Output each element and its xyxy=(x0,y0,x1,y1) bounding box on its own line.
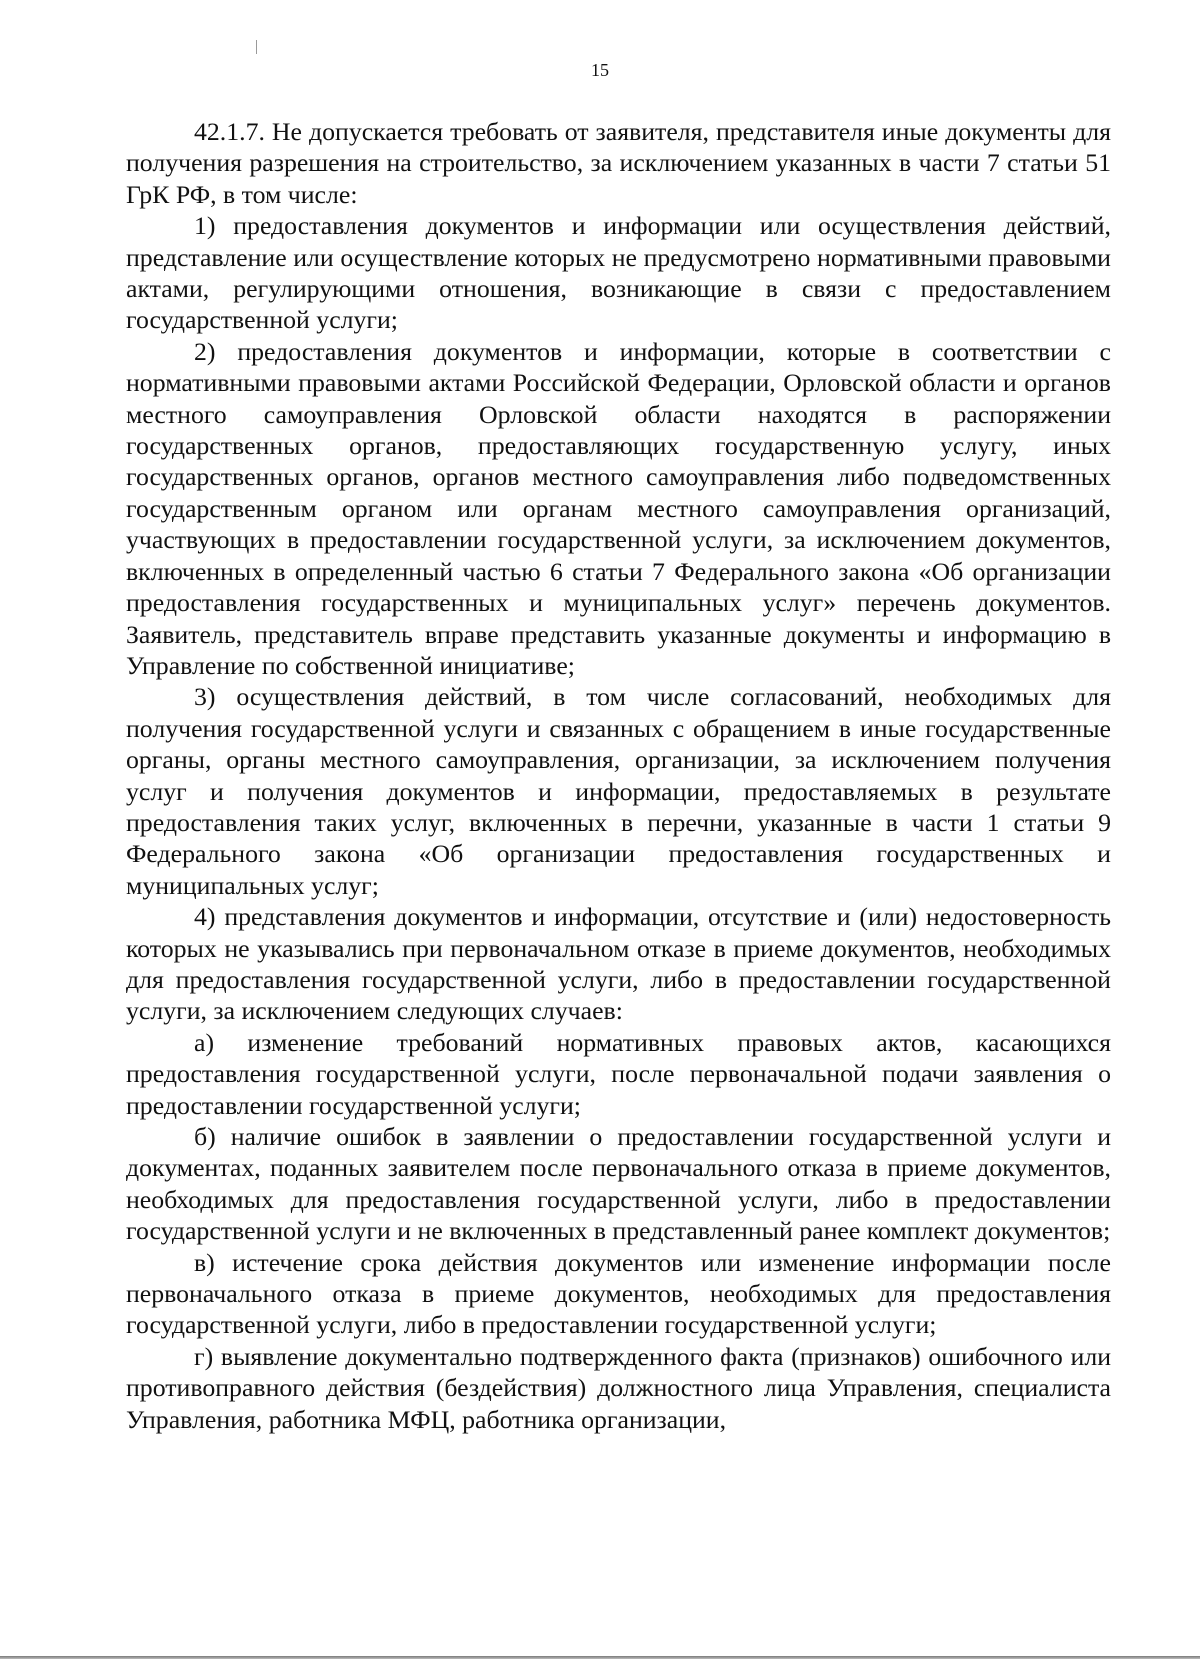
paragraph-subitem-a: а) изменение требований нормативных правовых актов, касающихся предоставления государственной услуги, после первоначальной подачи заявления о предоставлении государственной услуги; xyxy=(126,1027,1111,1120)
paragraph-item-3: 3) осуществления действий, в том числе согласований, необходимых для получения государственной услуги и связанных с обращением в иные государственные органы, органы местного самоуправления, организации, за исключением получения услуг и получения документов и информации, предоставляемых в результате предоставления таких услуг, включенных в перечни, указанные в части 1 статьи 9 Федерального закона «Об организации предоставления государственных и муниципальных услуг; xyxy=(126,682,1111,900)
scan-artifact-mark xyxy=(256,40,257,54)
paragraph-item-2: 2) предоставления документов и информации, которые в соответствии с нормативными правовыми актами Российской Федерации, Орловской области и органов местного самоуправления Орловской области находятся в распоряжении государственных органов, предоставляющих государственную услугу, иных государственных органов, органов местного самоуправления либо подведомственных государственным органом или органам местного самоуправления организаций, участвующих в предоставлении государственной услуги, за исключением документов, включенных в определенный частью 6 статьи 7 Федерального закона «Об организации предоставления государственных и муниципальных услуг» перечень документов. Заявитель, представитель вправе представить указанные документы и информацию в Управление по собственной инициативе; xyxy=(126,336,1111,680)
paragraph-item-1: 1) предоставления документов и информации или осуществления действий, представление или осуществление которых не предусмотрено нормативными правовыми актами, регулирующими отношения, возникающие в связи с предоставлением государственной услуги; xyxy=(126,211,1111,335)
page-number: 15 xyxy=(591,60,609,80)
paragraph-subitem-g: г) выявление документально подтвержденного факта (признаков) ошибочного или противоправного действия (бездействия) должностного лица Управления, специалиста Управления, работника МФЦ, работника организации, xyxy=(126,1341,1111,1434)
document-body xyxy=(126,116,1111,1435)
paragraph-subitem-b: б) наличие ошибок в заявлении о предоставлении государственной услуги и документах, поданных заявителем после первоначального отказа в приеме документов, необходимых для предоставления государственной услуги, либо в предоставлении государственной услуги и не включенных в представленный ранее комплект документов; xyxy=(126,1122,1111,1246)
paragraph-item-4: 4) представления документов и информации, отсутствие и (или) недостоверность которых не указывались при первоначальном отказе в приеме документов, необходимых для предоставления государственной услуги, либо в предоставлении государственной услуги, за исключением следующих случаев: xyxy=(126,902,1111,1026)
paragraph-subitem-v: в) истечение срока действия документов или изменение информации после первоначального отказа в приеме документов, необходимых для предоставления государственной услуги, либо в предоставлении государственной услуги; xyxy=(126,1247,1111,1340)
scan-bottom-edge xyxy=(0,1656,1200,1659)
paragraph-42-1-7: 42.1.7. Не допускается требовать от заявителя, представителя иные документы для получения разрешения на строительство, за исключением указанных в части 7 статьи 51 ГрК РФ, в том числе: xyxy=(126,117,1111,209)
